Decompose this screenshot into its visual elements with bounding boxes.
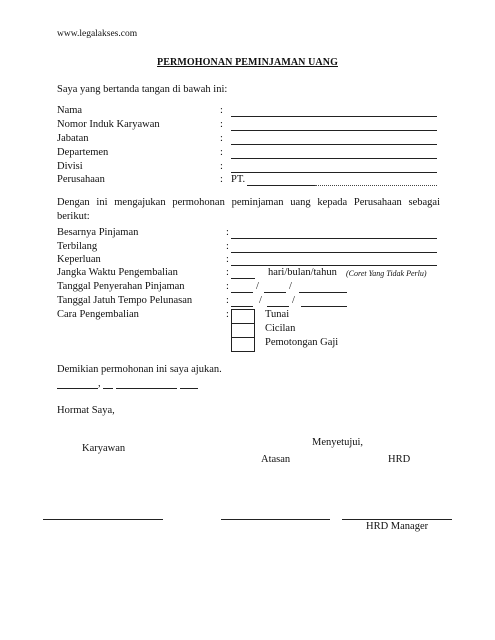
field-label-departemen: Departemen [57, 147, 109, 158]
place-line[interactable] [57, 388, 98, 389]
field-label-perusahaan: Perusahaan [57, 174, 105, 185]
field-colon: : [226, 295, 229, 306]
field-label-nik: Nomor Induk Karyawan [57, 119, 160, 130]
field-line-nama[interactable] [231, 116, 437, 117]
loan-label-purpose: Keperluan [57, 254, 101, 265]
field-line-divisi[interactable] [231, 172, 437, 173]
field-label-nama: Nama [57, 105, 83, 116]
hrd-manager-label: HRD Manager [366, 521, 429, 532]
field-label-jabatan: Jabatan [57, 133, 89, 144]
field-colon: : [226, 267, 229, 278]
field-colon: : [220, 133, 223, 144]
term-unit: hari/bulan/tahun [268, 267, 337, 278]
date-separator: / [289, 281, 292, 292]
method-checkbox-cicilan[interactable] [231, 323, 255, 338]
intro-text: Saya yang bertanda tangan di bawah ini: [57, 84, 228, 95]
request-paragraph: Dengan ini mengajukan permohonan peminjaman uang kepada Perusahaan sebagai berikut: [57, 197, 440, 222]
loan-label-term: Jangka Waktu Pengembalian [57, 267, 178, 278]
field-line-term[interactable] [231, 278, 255, 279]
method-checkbox-potongan-gaji[interactable] [231, 337, 255, 352]
loan-label-spelled: Terbilang [57, 241, 98, 252]
website-url: www.legalakses.com [57, 29, 138, 39]
field-line-company-name[interactable] [247, 185, 315, 186]
field-colon: : [226, 309, 229, 320]
due-month-line[interactable] [267, 306, 289, 307]
loan-label-due: Tanggal Jatuh Tempo Pelunasan [57, 295, 193, 306]
field-colon: : [220, 161, 223, 172]
field-line-amount[interactable] [231, 238, 437, 239]
loan-label-method: Cara Pengembalian [57, 309, 139, 320]
handover-day-line[interactable] [231, 292, 253, 293]
date-month-line[interactable] [116, 388, 177, 389]
field-line-nik[interactable] [231, 130, 437, 131]
field-colon: : [226, 227, 229, 238]
field-colon: : [220, 147, 223, 158]
field-colon: : [220, 105, 223, 116]
regards-text: Hormat Saya, [57, 405, 115, 416]
employee-label: Karyawan [82, 443, 126, 454]
field-colon: : [220, 119, 223, 130]
due-day-line[interactable] [231, 306, 253, 307]
field-line-departemen[interactable] [231, 158, 437, 159]
loan-label-handover: Tanggal Penyerahan Pinjaman [57, 281, 185, 292]
field-colon: : [220, 174, 223, 185]
method-label-potongan-gaji: Pemotongan Gaji [265, 337, 339, 348]
field-label-divisi: Divisi [57, 161, 83, 172]
closing-text: Demikian permohonan ini saya ajukan. [57, 364, 222, 375]
field-colon: : [226, 281, 229, 292]
supervisor-label: Atasan [261, 454, 291, 465]
date-separator: / [259, 295, 262, 306]
signature-line-employee[interactable] [43, 519, 163, 520]
method-checkbox-tunai[interactable] [231, 309, 255, 324]
field-colon: : [226, 254, 229, 265]
loan-label-amount: Besarnya Pinjaman [57, 227, 139, 238]
term-note: (Coret Yang Tidak Perlu) [346, 269, 427, 278]
document-title: PERMOHONAN PEMINJAMAN UANG [157, 57, 338, 68]
field-line-jabatan[interactable] [231, 144, 437, 145]
date-separator: / [256, 281, 259, 292]
due-year-line[interactable] [301, 306, 347, 307]
approved-label: Menyetujui, [312, 437, 364, 448]
date-day-line[interactable] [103, 388, 113, 389]
field-dotted-company [315, 185, 437, 186]
method-label-cicilan: Cicilan [265, 323, 296, 334]
date-separator: / [292, 295, 295, 306]
place-date-comma: , [98, 378, 101, 389]
method-label-tunai: Tunai [265, 309, 290, 320]
hrd-label: HRD [388, 454, 411, 465]
company-prefix: PT. [231, 174, 246, 185]
field-colon: : [226, 241, 229, 252]
field-line-purpose[interactable] [231, 265, 437, 266]
field-line-spelled[interactable] [231, 252, 437, 253]
handover-year-line[interactable] [299, 292, 347, 293]
date-year-line[interactable] [180, 388, 198, 389]
handover-month-line[interactable] [264, 292, 286, 293]
signature-line-supervisor[interactable] [221, 519, 330, 520]
signature-line-hrd[interactable] [342, 519, 452, 520]
